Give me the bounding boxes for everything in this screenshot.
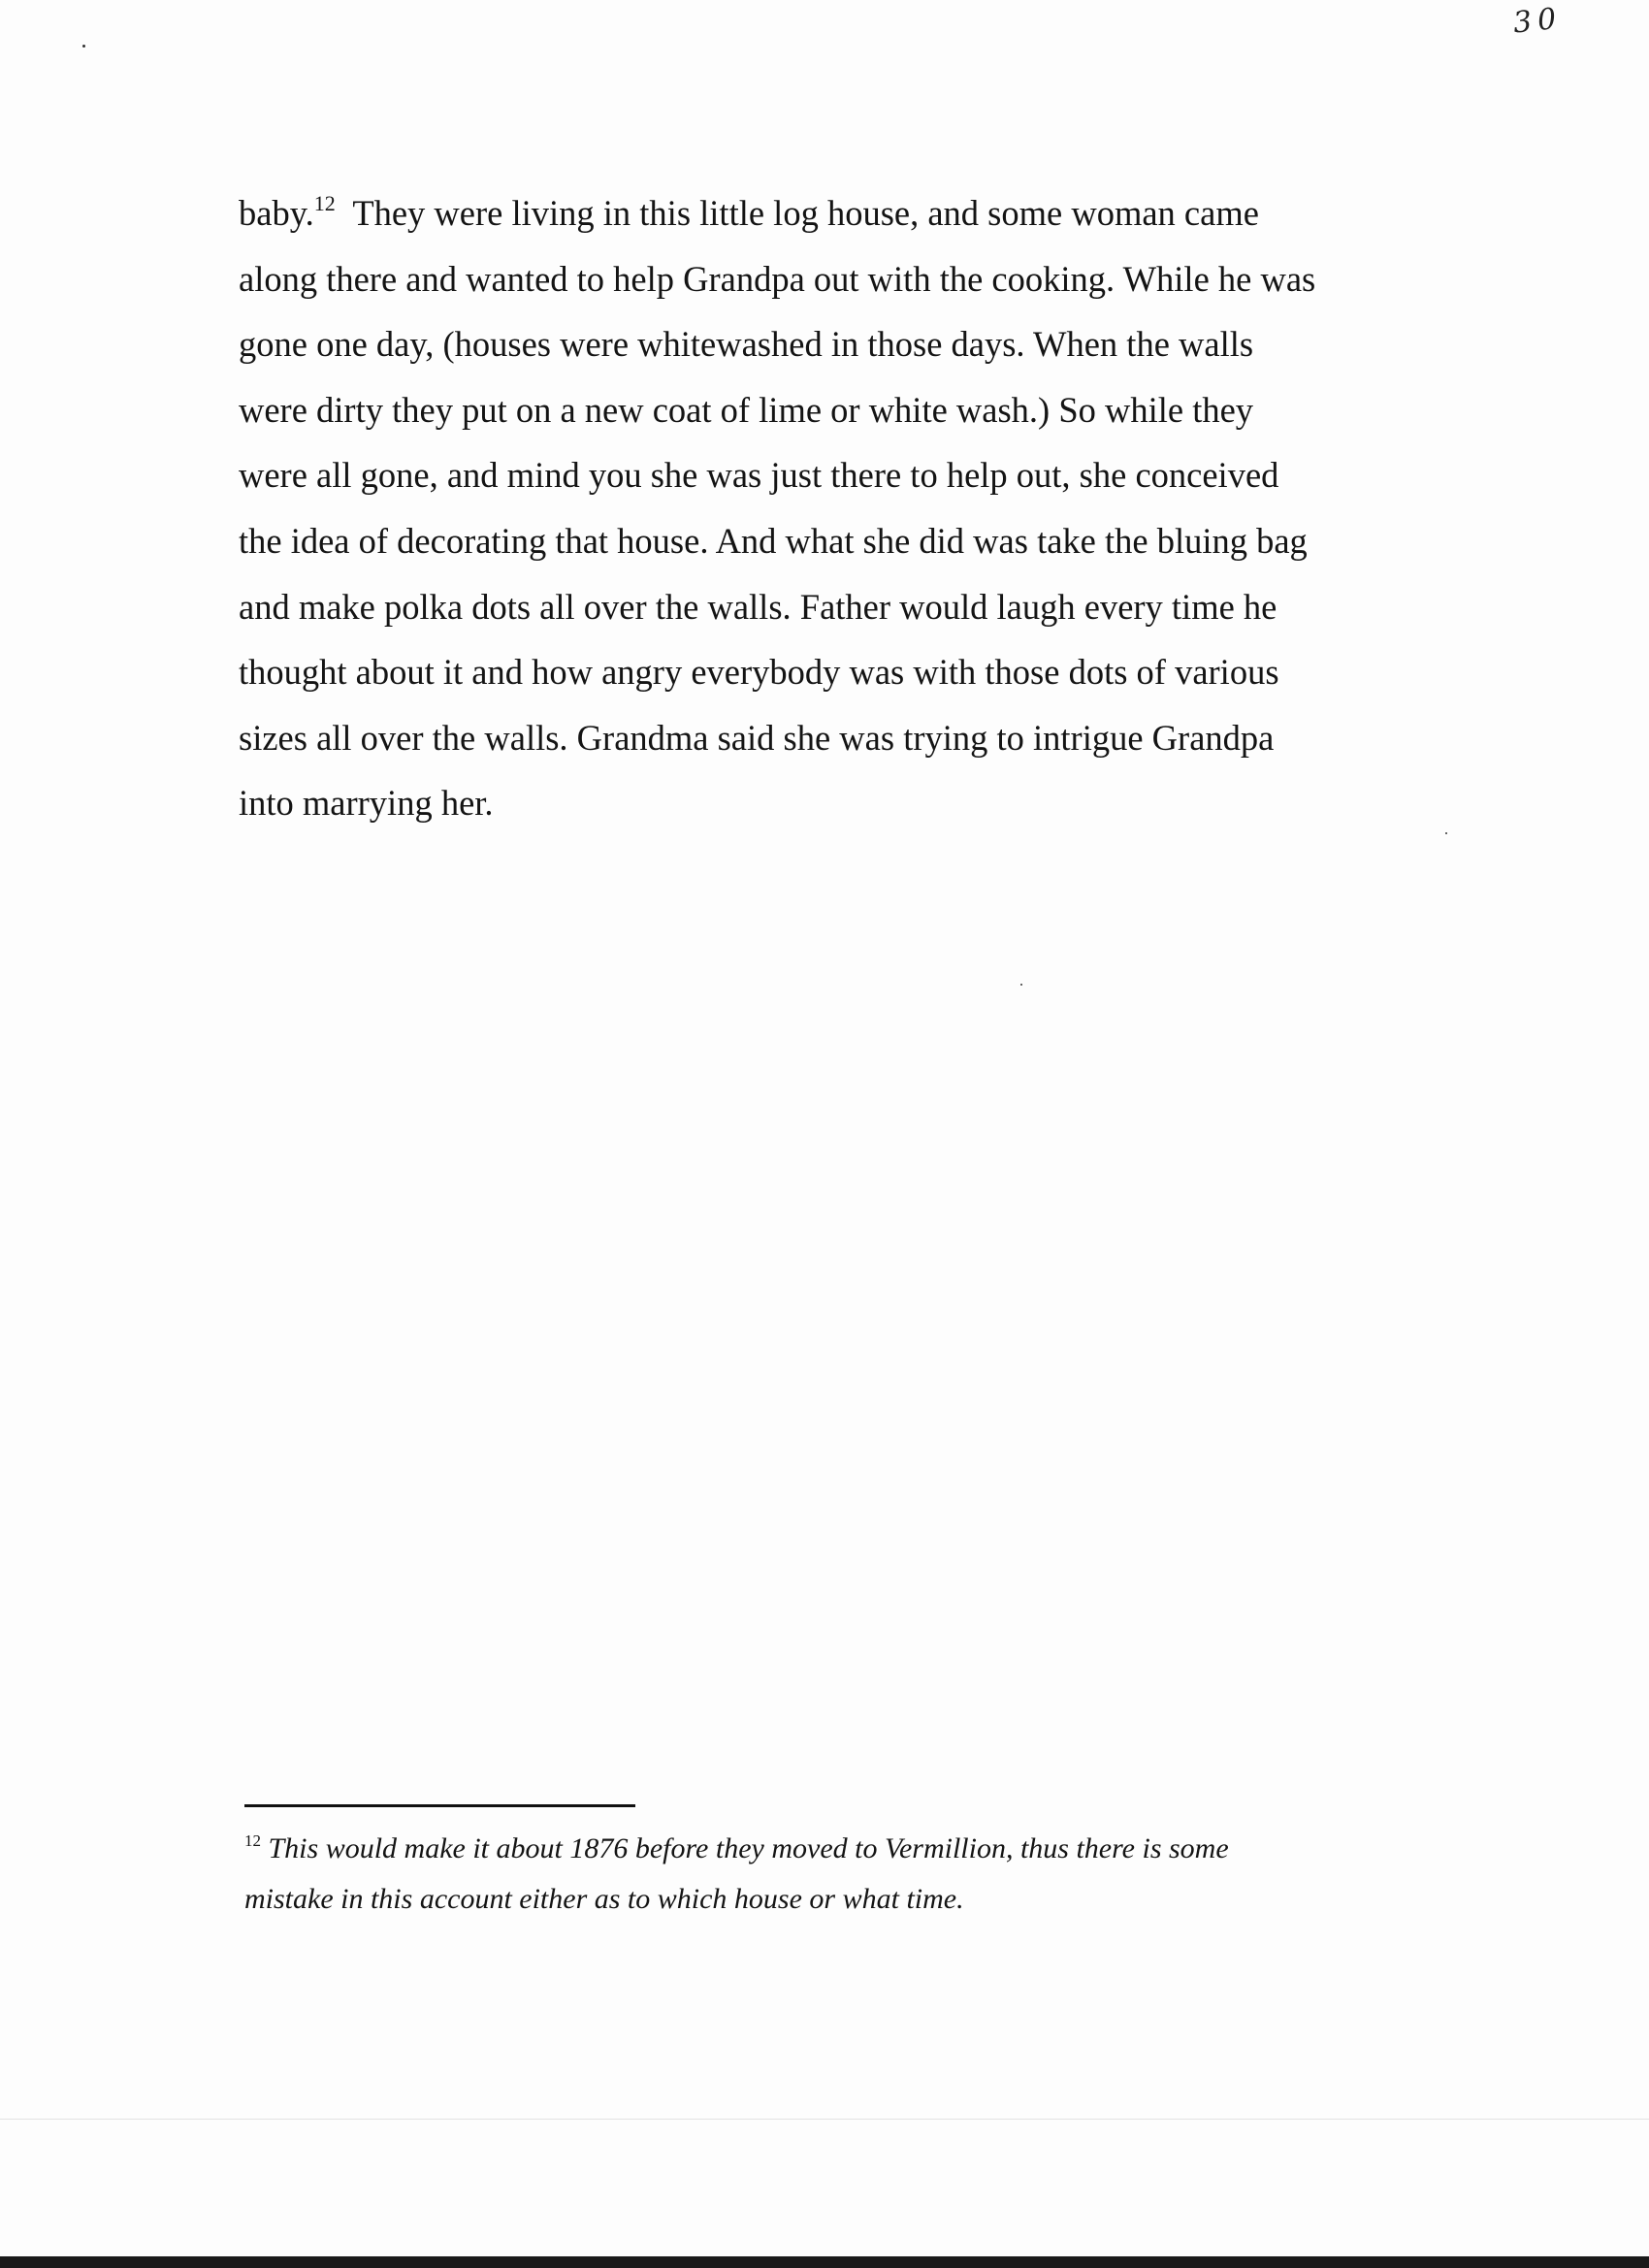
scan-artifact-line [0, 2119, 1649, 2120]
scan-speck [1445, 832, 1447, 834]
text-line: the idea of decorating that house. And what she did was take the bluing bag [239, 520, 1308, 561]
footnote-separator [244, 1804, 635, 1807]
text-line: into marrying her. [239, 783, 494, 824]
text-line: were dirty they put on a new coat of lime or white wash.) So while they [239, 389, 1254, 430]
scan-speck [1020, 984, 1022, 986]
first-word: baby. [239, 193, 314, 233]
body-paragraph [239, 180, 1315, 836]
text-line: sizes all over the walls. Grandma said she was trying to intrigue Grandpa [239, 717, 1275, 758]
handwritten-page-number: 30 [1511, 1, 1564, 41]
scan-edge-bar [0, 2256, 1649, 2268]
footnote-line: mistake in this account either as to which house or what time. [244, 1883, 964, 1915]
text-line: and make polka dots all over the walls. Father would laugh every time he [239, 586, 1277, 627]
text-line: along there and wanted to help Grandpa out with the cooking. While he was [239, 258, 1316, 299]
scan-speck [82, 45, 85, 48]
text-line [239, 180, 1315, 246]
footnote-number: 12 [244, 1831, 261, 1850]
footnote-text: This would make it about 1876 before they moved to Vermillion, thus there is some [268, 1832, 1229, 1864]
line-text: They were living in this little log house, and some woman came [352, 193, 1259, 233]
footnote-reference: 12 [313, 191, 336, 215]
footnote-line [244, 1824, 1229, 1874]
text-line: gone one day, (houses were whitewashed in those days. When the walls [239, 324, 1254, 365]
text-line: were all gone, and mind you she was just there to help out, she conceived [239, 455, 1279, 496]
footnote [244, 1824, 1229, 1925]
text-line: thought about it and how angry everybody was with those dots of various [239, 652, 1279, 693]
